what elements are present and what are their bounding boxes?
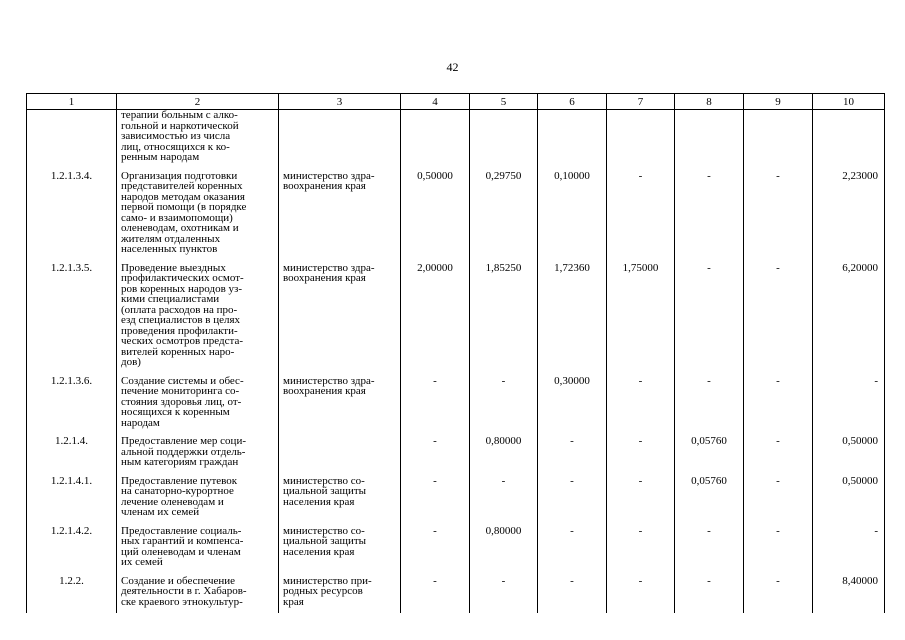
page-number: 42	[446, 60, 459, 74]
row-value-6: 1,72360	[538, 261, 607, 374]
row-code: 1.2.2.	[27, 574, 117, 614]
row-value-7: -	[607, 474, 675, 524]
row-value-10: -	[813, 374, 885, 435]
row-value-10: 0,50000	[813, 434, 885, 474]
row-value-5: 0,80000	[470, 434, 538, 474]
row-value-4: -	[401, 524, 470, 574]
row-value-5: 0,29750	[470, 169, 538, 261]
row-code: 1.2.1.4.2.	[27, 524, 117, 574]
row-value-4: 0,50000	[401, 169, 470, 261]
row-code: 1.2.1.3.4.	[27, 169, 117, 261]
table-row	[27, 524, 885, 574]
row-value-10: 2,23000	[813, 169, 885, 261]
row-value-9: -	[744, 169, 813, 261]
row-value-10: 6,20000	[813, 261, 885, 374]
row-executor: министерство здра- воохранения края	[279, 374, 401, 435]
row-value-5: -	[470, 574, 538, 614]
column-header-1: 1	[27, 94, 117, 110]
row-value-8: -	[675, 524, 744, 574]
row-executor: министерство со- циальной защиты населения края	[279, 524, 401, 574]
column-header-8: 8	[675, 94, 744, 110]
row-code: 1.2.1.4.1.	[27, 474, 117, 524]
column-header-5: 5	[470, 94, 538, 110]
row-value-9: -	[744, 474, 813, 524]
column-header-2: 2	[117, 94, 279, 110]
row-value-8: -	[675, 374, 744, 435]
row-name: Создание и обеспечение деятельности в г. Хабаров- ске краевого этнокультур-	[117, 574, 279, 614]
table-row	[27, 474, 885, 524]
row-value-6: -	[538, 574, 607, 614]
table-row	[27, 110, 885, 169]
row-name: терапии больным с алко- гольной и наркотической зависимостью из числа лиц, относящихся к ко- ренным народам	[117, 110, 279, 169]
row-value-9: -	[744, 261, 813, 374]
row-value-6: -	[538, 434, 607, 474]
row-value-5	[470, 110, 538, 169]
row-value-4: -	[401, 434, 470, 474]
row-value-6: -	[538, 474, 607, 524]
row-value-7: 1,75000	[607, 261, 675, 374]
row-value-7: -	[607, 524, 675, 574]
column-header-9: 9	[744, 94, 813, 110]
table-row	[27, 261, 885, 374]
row-executor: министерство при- родных ресурсов края	[279, 574, 401, 614]
row-name: Организация подготовки представителей коренных народов методам оказания первой помощи (в порядке само- и взаимопомощи) оленеводам, охотникам и жителям отдаленных населенных пунктов	[117, 169, 279, 261]
row-value-6: 0,30000	[538, 374, 607, 435]
row-value-10: 0,50000	[813, 474, 885, 524]
row-value-5: 1,85250	[470, 261, 538, 374]
row-value-7: -	[607, 574, 675, 614]
program-table	[26, 93, 885, 613]
row-value-4: 2,00000	[401, 261, 470, 374]
table-row	[27, 574, 885, 614]
row-code: 1.2.1.3.6.	[27, 374, 117, 435]
row-value-7: -	[607, 434, 675, 474]
row-executor	[279, 110, 401, 169]
row-value-8: 0,05760	[675, 434, 744, 474]
row-value-10: 8,40000	[813, 574, 885, 614]
row-value-5: -	[470, 474, 538, 524]
table-row	[27, 374, 885, 435]
row-value-10	[813, 110, 885, 169]
row-value-8	[675, 110, 744, 169]
row-code: 1.2.1.3.5.	[27, 261, 117, 374]
row-code: 1.2.1.4.	[27, 434, 117, 474]
row-value-9: -	[744, 574, 813, 614]
row-name: Проведение выездных профилактических осмот- ров коренных народов уз- кими специалистами (оплата расходов на про- езд специалистов в целях проведения профилакти- ческих осмотров предста- вителей коренных наро- дов)	[117, 261, 279, 374]
row-executor: министерство здра- воохранения края	[279, 169, 401, 261]
row-name: Предоставление мер соци- альной поддержки отдель- ным категориям граждан	[117, 434, 279, 474]
row-value-4	[401, 110, 470, 169]
row-executor: министерство со- циальной защиты населения края	[279, 474, 401, 524]
row-code	[27, 110, 117, 169]
row-value-6: -	[538, 524, 607, 574]
column-header-3: 3	[279, 94, 401, 110]
row-value-7	[607, 110, 675, 169]
row-name: Предоставление социаль- ных гарантий и компенса- ций оленеводам и членам их семей	[117, 524, 279, 574]
row-value-6: 0,10000	[538, 169, 607, 261]
row-value-5: 0,80000	[470, 524, 538, 574]
table-row	[27, 434, 885, 474]
column-header-7: 7	[607, 94, 675, 110]
row-executor: министерство здра- воохранения края	[279, 261, 401, 374]
row-value-6	[538, 110, 607, 169]
row-value-4: -	[401, 374, 470, 435]
row-value-8: -	[675, 574, 744, 614]
row-name: Создание системы и обес- печение мониторинга со- стояния здоровья лиц, от- носящихся к коренным народам	[117, 374, 279, 435]
row-value-4: -	[401, 474, 470, 524]
row-value-7: -	[607, 169, 675, 261]
table-row	[27, 169, 885, 261]
header-row	[27, 94, 885, 110]
column-header-6: 6	[538, 94, 607, 110]
row-value-9: -	[744, 434, 813, 474]
row-value-9	[744, 110, 813, 169]
row-value-4: -	[401, 574, 470, 614]
row-name: Предоставление путевок на санаторно-курортное лечение оленеводам и членам их семей	[117, 474, 279, 524]
row-value-9: -	[744, 374, 813, 435]
row-value-8: 0,05760	[675, 474, 744, 524]
row-executor	[279, 434, 401, 474]
row-value-7: -	[607, 374, 675, 435]
row-value-8: -	[675, 261, 744, 374]
row-value-9: -	[744, 524, 813, 574]
column-header-4: 4	[401, 94, 470, 110]
row-value-5: -	[470, 374, 538, 435]
row-value-10: -	[813, 524, 885, 574]
column-header-10: 10	[813, 94, 885, 110]
row-value-8: -	[675, 169, 744, 261]
